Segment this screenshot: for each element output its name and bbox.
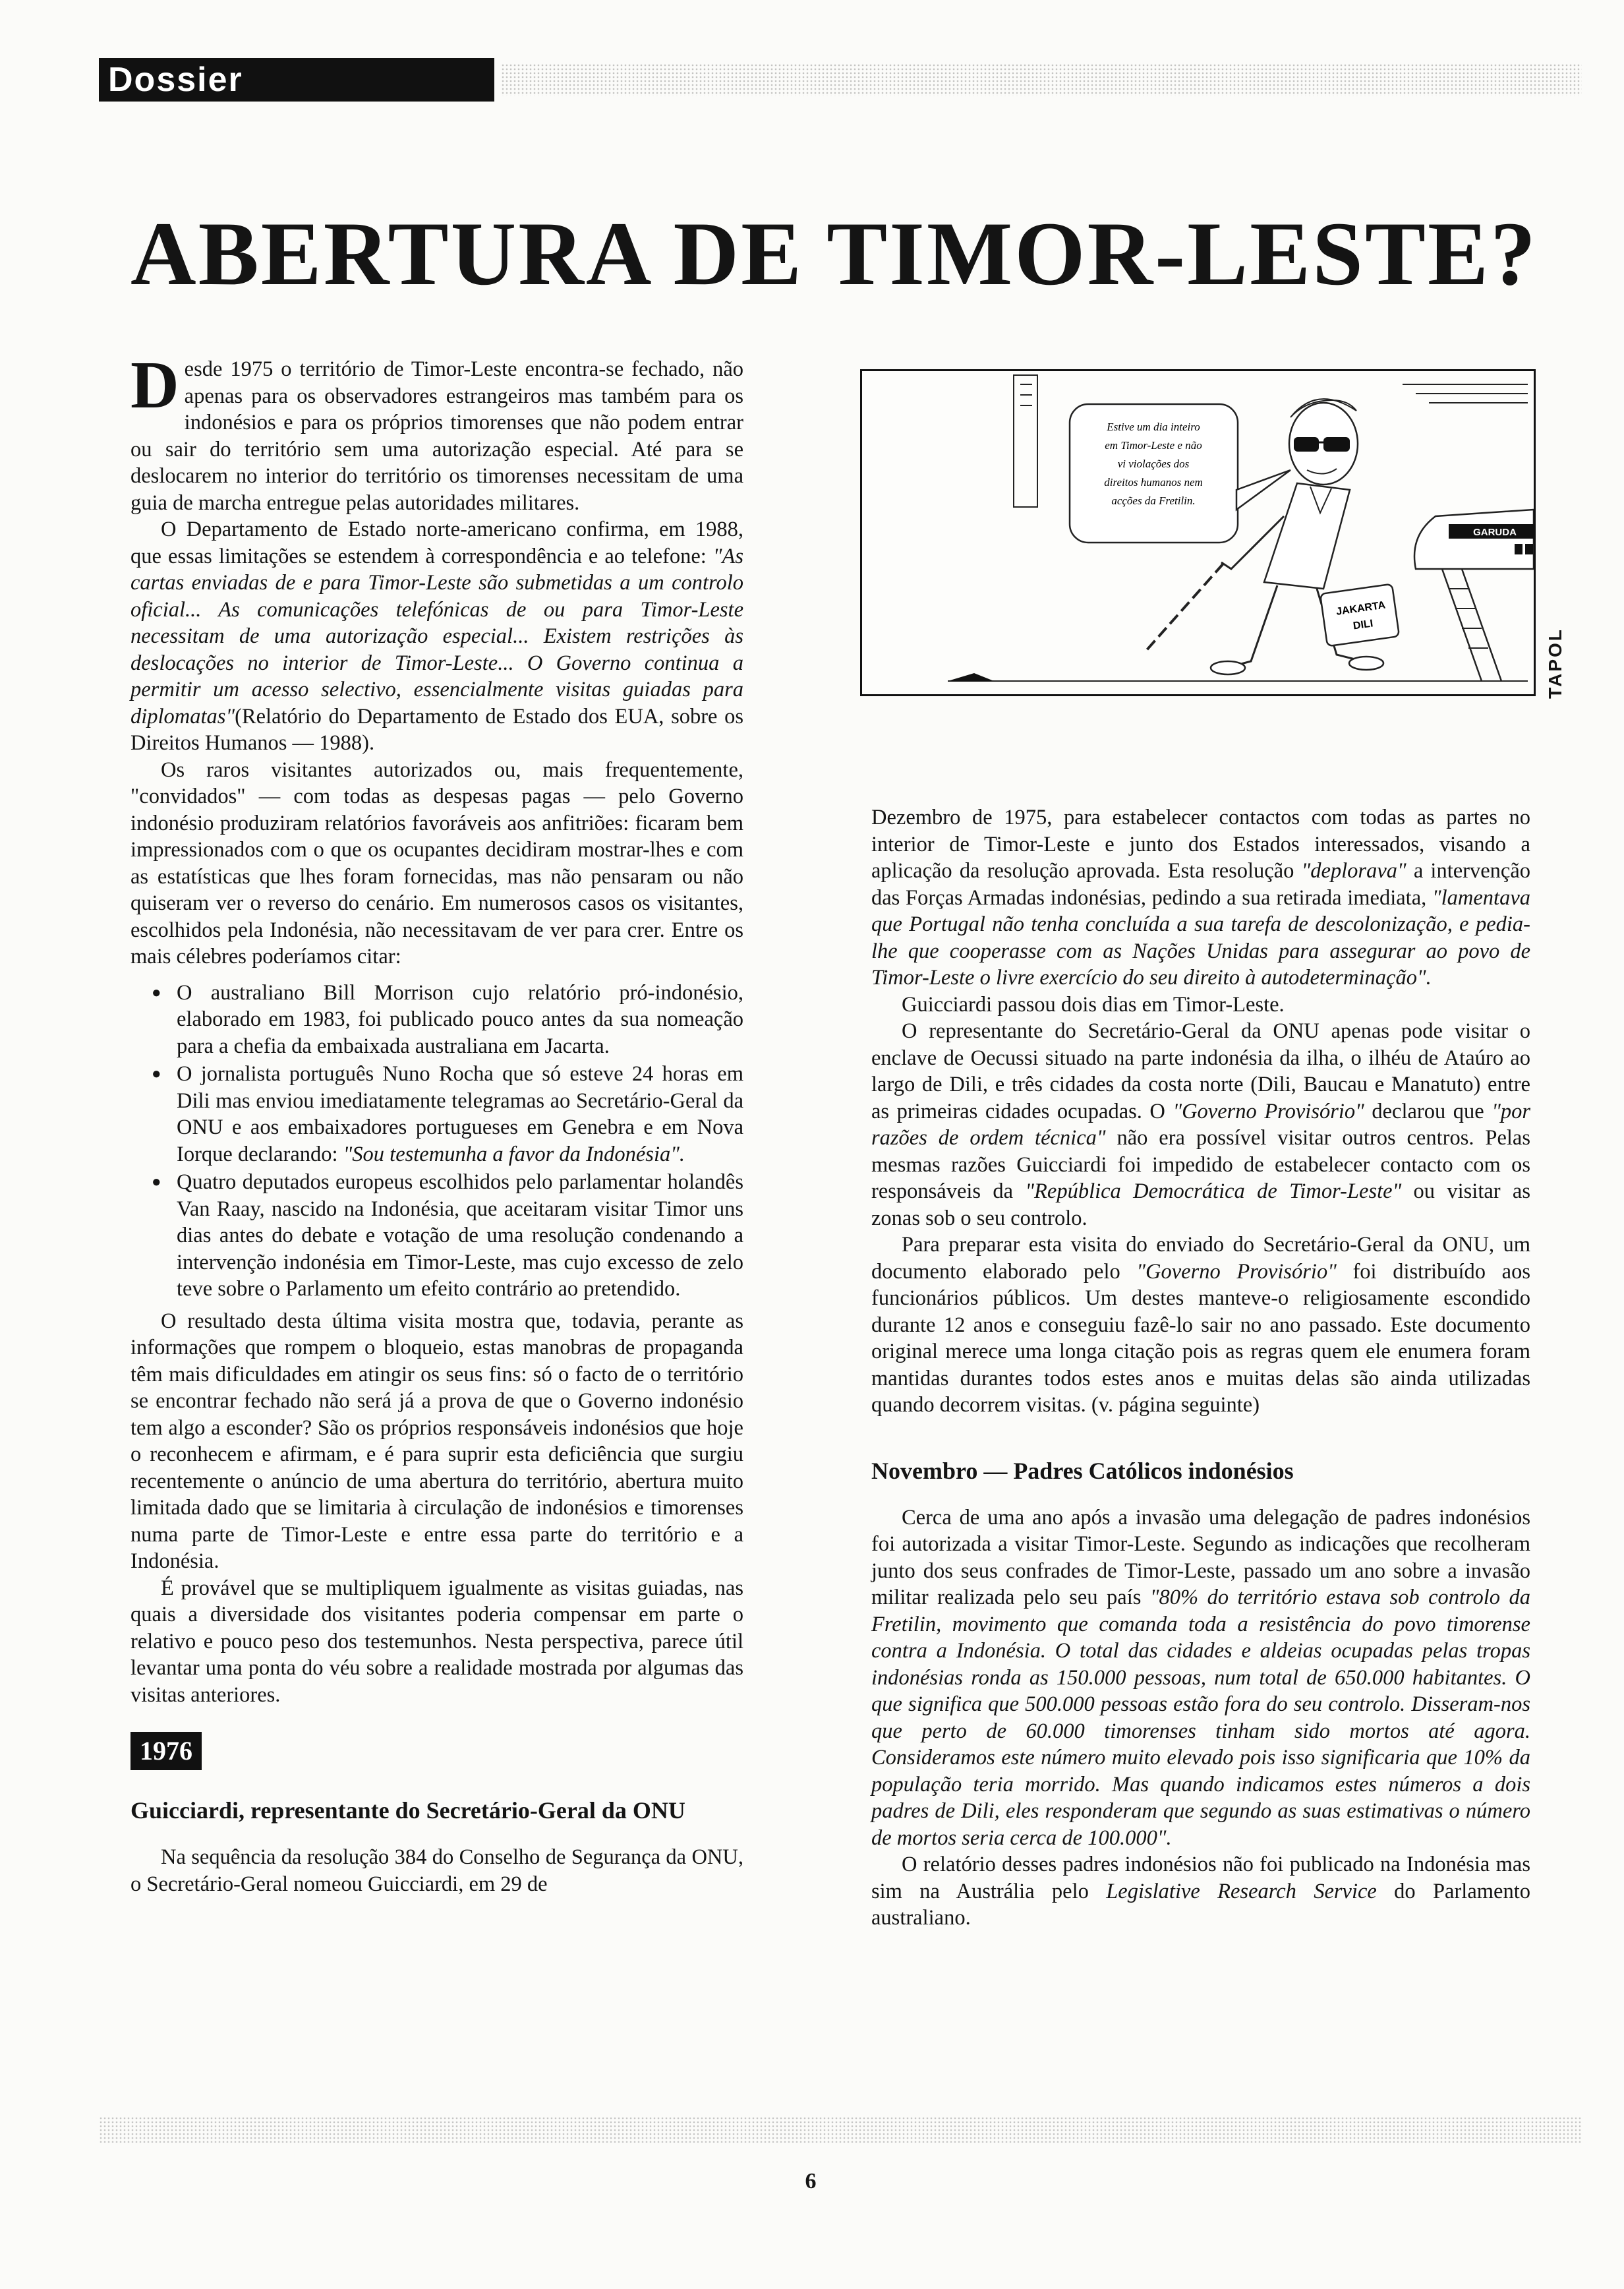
visitors-list: [130, 980, 743, 1303]
cartoon-credit: TAPOL: [1544, 628, 1565, 699]
resolution-paragraph: Dezembro de 1975, para estabelecer contactos com todas as partes no interior de Timor-Leste e junto dos Estados interessados, visando a aplicação da resolução aprovada. Esta resolução "deplorava" a intervenção das Forças Armadas indonésias, pedindo a sua retirada imediata, "lamentava que Portugal não tenha concluída a sua tarefa de descolonização, e pedia-lhe que cooperasse com as Nações Unidas para assegurar ao povo de Timor-Leste o livre exercício do seu direito à autodeterminação".: [871, 806, 1530, 990]
right-column: [871, 804, 1530, 1932]
speech-line: Estive um dia inteiro: [1107, 421, 1200, 433]
document-paragraph: Para preparar esta visita do enviado do Secretário-Geral da ONU, um documento elaborado pelo "Governo Provisório" foi distribuído aos funcionários públicos. Um destes manteve-o religiosamente escondido durante 12 anos e conseguiu fazê-lo sair no ano passado. Este documento original merece uma longa citação pois as regras quem ele enumera foram mantidas durantes todos estes anos e muitas delas são ainda utilizadas quando decorrem visitas. (v. página seguinte): [871, 1233, 1530, 1417]
intro-paragraph: Desde 1975 o território de Timor-Leste encontra-se fechado, não apenas para os observadores estrangeiros mas também para os indonésios e para os próprios timorenses que não podem entrar ou sair do território sem uma autorização especial. Até para se deslocarem no interior do território os timorenses necessitam de uma guia de marcha entregue pelas autoridades militares.: [130, 348, 743, 515]
bag-label: JAKARTA: [1335, 599, 1387, 618]
dossier-header: [99, 58, 1582, 102]
speech-line: vi violações dos: [1117, 458, 1190, 470]
page-number: 6: [805, 2169, 817, 2193]
list-item: ● Quatro deputados europeus escolhidos pelo parlamentar holandês Van Raay, nascido na Indonésia, que aceitaram visitar Timor uns dias antes do debate e votação de uma resolução condenando a intervenção indonésia em Timor-Leste, mas cujo excesso de zelo teve sobre o Parlamento um efeito contrário ao pretendido.: [177, 1169, 743, 1303]
list-item: ● O jornalista português Nuno Rocha que só esteve 24 horas em Dili mas enviou imediatamente telegramas ao Secretário-Geral da ONU e aos embaixadores portugueses em Genebra e em Nova Iorque declarando: "Sou testemunha a favor da Indonésia".: [177, 1061, 743, 1168]
travel-bag: [1320, 584, 1399, 647]
cartoon-drawing: [862, 371, 1534, 694]
section-title-guicciardi: Guicciardi, representante do Secretário-Geral da ONU: [130, 1797, 685, 1824]
result-paragraph: O resultado desta última visita mostra que, todavia, perante as informações que rompem o bloqueio, estas manobras de propaganda têm mais dificuldades em atingir os seus fins: só o facto de o território se encontrar fechado não será já a prova de que o Governo indonésio tem algo a esconder? São os próprios responsáveis indonésios que hoje o reconhecem e afirmam, e é para suprir esta deficiência que surgiu recentemente o anúncio de uma abertura do território, abertura muito limitada dado que se limitaria à circulação de indonésios e timorenses numa parte de Timor-Leste e entre essa parte do território e a Indonésia.: [130, 1309, 743, 1573]
state-dept-quote: "As cartas enviadas de e para Timor-Leste são submetidas a um controlo oficial... As comunicações telefónicas de ou para Timor-Leste necessitam de uma autorização especial... Existem restrições às deslocações no interior de Timor-Leste... O Governo continua a permitir um acesso selectivo, essencialmente visitas guiadas para diplomatas": [130, 544, 743, 728]
speech-line: em Timor-Leste e não: [1105, 439, 1202, 452]
airplane: [1414, 510, 1534, 681]
speech-line: acções da Fretilin.: [1111, 494, 1196, 507]
state-dept-paragraph: O Departamento de Estado norte-americano confirma, em 1988, que essas limitações se estendem à correspondência e ao telefone: "As cartas enviadas de e para Timor-Leste são submetidas a um controlo oficial... As comunicações telefónicas de ou para Timor-Leste necessitam de uma autorização especial... Existem restrições às deslocações no interior de Timor-Leste... O Governo continua a permitir um acesso selectivo, essencialmente visitas guiadas para diplomatas"(Relatório do Departamento de Estado dos EUA, sobre os Direitos Humanos — 1988).: [130, 518, 743, 755]
speech-line: direitos humanos nem: [1104, 476, 1203, 489]
visitors-paragraph: Os raros visitantes autorizados ou, mais frequentemente, "convidados" — com todas as despesas pagas — pelo Governo indonésio produziram relatórios favoráveis aos anfitriões: ficaram bem impressionados com o que os ocupantes decidiram mostrar-lhes e com as estatísticas que lhes foram fornecidas, mas não pensaram ou não quiseram ver o reverso do cenário. Em numerosos casos os visitantes, escolhidos pela Indonésia, não necessitavam de ver para crer. Entre os mais célebres poderíamos citar:: [130, 758, 743, 968]
un-visit-paragraph: O representante do Secretário-Geral da ONU apenas pode visitar o enclave de Oecussi situado na parte indonésia da ilha, o ilhéu de Ataúro ao largo de Dili, e três cidades da costa norte (Dili, Baucau e Manatuto) entre as primeiras cidades ocupadas. O "Governo Provisório" declarou que "por razões de ordem técnica" não era possível visitar outros centros. Pelas mesmas razões Guicciardi foi impedido de estabelecer contacto com os responsáveis da "República Democrática de Timor-Leste" ou visitar as zonas sob o seu controlo.: [871, 1019, 1531, 1230]
cartoon-illustration: [860, 369, 1536, 696]
report-paragraph: O relatório desses padres indonésios não foi publicado na Indonésia mas sim na Austrália pelo Legislative Research Service do Parlamento australiano.: [871, 1853, 1530, 1930]
guided-visits-paragraph: É provável que se multipliquem igualmente as visitas guiadas, nas quais a diversidade dos visitantes poderia compensar em parte o relativo e pouco peso dos testemunhos. Nesta perspectiva, parece útil levantar uma ponta do véu sobre a realidade mostrada por algumas das visitas anteriores.: [130, 1576, 743, 1707]
section-label: Dossier: [99, 58, 494, 102]
page-title: ABERTURA DE TIMOR-LESTE?: [130, 203, 1538, 304]
guicciardi-days-paragraph: Guicciardi passou dois dias em Timor-Leste.: [902, 992, 1285, 1017]
header-halftone-strip: [501, 63, 1582, 96]
guicciardi-paragraph: Na sequência da resolução 384 do Conselho de Segurança da ONU, o Secretário-Geral nomeou Guicciardi, em 29 de: [130, 1845, 743, 1896]
section-title-padres: Novembro — Padres Católicos indonésios: [871, 1457, 1294, 1484]
airline-label: GARUDA: [1473, 527, 1517, 538]
list-item: ● O australiano Bill Morrison cujo relatório pró-indonésio, elaborado em 1983, foi publicado pouco antes da sua nomeação para a chefia da embaixada australiana em Jacarta.: [177, 980, 743, 1060]
padres-paragraph: Cerca de uma ano após a invasão uma delegação de padres indonésios foi autorizada a visitar Timor-Leste. Segundo as indicações que recolheram junto dos seus confrades de Timor-Leste, passado um ano sobre a invasão militar realizada pelo seu país "80% do território estava sob controlo da Fretilin, movimento que comanda toda a resistência do povo timorense contra a Indonésia. O total das cidades e aldeias ocupadas pelas tropas indonésias ronda as 150.000 pessoas, num total de 650.000 habitantes. O que significa que 500.000 pessoas estão fora do seu controlo. Disseram-nos que perto de 60.000 timorenses tinham sido mortos até agora. Consideramos este número muito elevado pois isso significaria que 10% da população teria morrido. Mas quando indicamos estes números a dois padres de Dili, eles responderam que segundo as suas estimativas o número de mortos seria cerca de 100.000".: [871, 1505, 1530, 1850]
footer-halftone-strip: [99, 2116, 1582, 2143]
drop-cap: D: [130, 348, 179, 423]
left-column: [130, 348, 743, 1897]
bag-label: DILI: [1352, 618, 1374, 632]
year-badge: 1976: [130, 1732, 202, 1770]
